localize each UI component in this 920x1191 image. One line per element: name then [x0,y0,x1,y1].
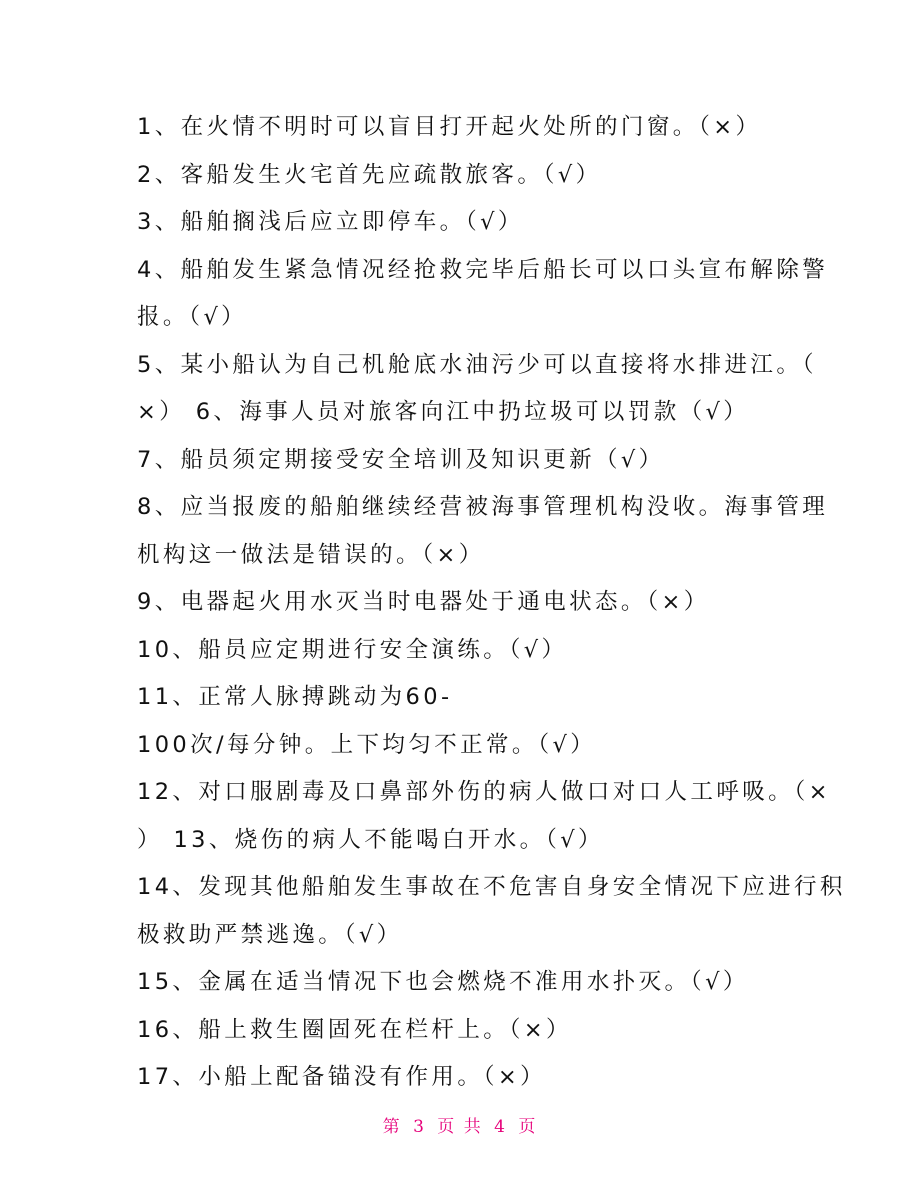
text-line: 机构这一做法是错误的。（×） [137,541,485,568]
text-line: 极救助严禁逃逸。（√） [137,921,403,948]
text-line: 17、小船上配备锚没有作用。（×） [137,1064,547,1090]
footer-suffix: 页 [518,1117,538,1137]
text-line: 4、船舶发生紧急情况经抢救完毕后船长可以口头宣布解除警 [137,256,829,283]
text-line: 3、船舶搁浅后应立即停车。（√） [137,209,524,235]
total-page-count: 4 [494,1117,507,1137]
text-line: 1、在火情不明时可以盲目打开起火处所的门窗。（×） [137,114,762,140]
text-line: 8、应当报废的船舶继续经营被海事管理机构没收。海事管理 [137,494,829,520]
page-footer [0,1112,920,1137]
text-line: 报。（√） [137,304,248,330]
text-line: 5、某小船认为自己机舱底水油污少可以直接将水排进江。（ [137,351,817,378]
question-list [137,104,846,1102]
text-line: 16、船上救生圈固死在栏杆上。（×） [137,1016,572,1043]
text-line: 15、金属在适当情况下也会燃烧不准用水扑灭。（√） [137,969,749,995]
current-page-number: 3 [413,1117,426,1137]
text-line: 100次/每分钟。上下均匀不正常。（√） [137,731,597,758]
text-line: 11、正常人脉搏跳动为60- [137,684,453,710]
text-line: 9、电器起火用水灭当时电器处于通电状态。（×） [137,589,710,615]
footer-middle: 页 共 [437,1117,483,1137]
text-line: 2、客船发生火宅首先应疏散旅客。（√） [137,161,602,188]
footer-prefix: 第 [382,1117,402,1137]
text-line: ） 13、烧伤的病人不能喝白开水。（√） [137,826,604,853]
text-line: ×） 6、海事人员对旅客向江中扔垃圾可以罚款（√） [137,399,750,425]
text-line: 7、船员须定期接受安全培训及知识更新（√） [137,446,665,473]
text-line: 12、对口服剧毒及口鼻部外伤的病人做口对口人工呼吸。（× [137,779,831,805]
text-line: 10、船员应定期进行安全演练。（√） [137,636,568,663]
text-line: 14、发现其他船舶发生事故在不危害自身安全情况下应进行积 [137,874,846,900]
